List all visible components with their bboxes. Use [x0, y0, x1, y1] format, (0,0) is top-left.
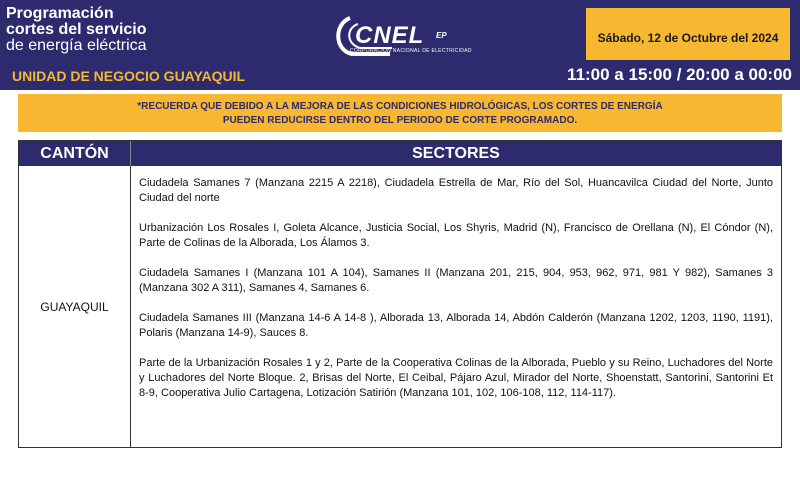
logo-suffix: EP	[436, 31, 447, 40]
notice-line-1: *RECUERDA QUE DEBIDO A LA MEJORA DE LAS CONDICIONES HIDROLÓGICAS, LOS CORTES DE ENERGÍA	[137, 101, 663, 112]
column-divider	[130, 166, 131, 447]
sectores-cell	[139, 176, 773, 416]
canton-cell: GUAYAQUIL	[40, 299, 109, 314]
sector-paragraph: Ciudadela Samanes 7 (Manzana 2215 A 2218), Ciudadela Estrella de Mar, Río del Sol, Huancavilca Ciudad del Norte, Junto Ciudad del norte	[139, 177, 773, 204]
sector-paragraph: Ciudadela Samanes III (Manzana 14-6 A 14-8 ), Alborada 13, Alborada 14, Abdón Calderón (Manzana 1202, 1203, 1190, 1191), Polaris (Manzana 14-9), Sauces 8.	[139, 312, 773, 339]
outage-table	[18, 140, 782, 448]
title-line-3: de energía eléctrica	[6, 37, 147, 54]
sector-paragraph: Parte de la Urbanización Rosales 1 y 2, Parte de la Cooperativa Colinas de la Alborada, Pueblo y su Reino, Luchadores del Norte y Luchadores del Norte Bloque. 2, Brisas del Norte, El Ceibal, Pájaro Azul, Mirador del Norte, Shoenstatt, Santorini, Santorini Et 8-9, Cooperativa Julio Cartagena, Lotización Satirión (Manzana 101, 102, 106-108, 112, 114-117).	[139, 357, 773, 399]
title-line-2: cortes del servicio	[6, 21, 147, 38]
sector-paragraph: Ciudadela Samanes I (Manzana 101 A 104), Samanes II (Manzana 201, 215, 904, 953, 962, 971, 981 Y 982), Samanes 3 (Manzana 302 A 311), Samanes 4, Samanes 6.	[139, 267, 773, 294]
notice-banner	[18, 94, 782, 132]
header-banner	[0, 0, 800, 90]
title-line-1: Programación	[6, 5, 114, 22]
header-sectores: SECTORES	[131, 141, 781, 166]
date-text: Sábado, 12 de Octubre del 2024	[597, 31, 779, 45]
page-title	[6, 6, 147, 54]
sector-paragraph: Urbanización Los Rosales I, Goleta Alcance, Justicia Social, Los Shyris, Madrid (N), Francisco de Orellana (N), El Cóndor (N), Parte de Colinas de la Alborada, Los Álamos 3.	[139, 222, 773, 249]
logo-subtitle: CORPORACIÓN NACIONAL DE ELECTRICIDAD	[350, 48, 472, 54]
logo-wordmark: CNEL	[355, 22, 425, 49]
notice-line-2: PUEDEN REDUCIRSE DENTRO DEL PERIODO DE CORTE PROGRAMADO.	[222, 115, 578, 126]
header-canton: CANTÓN	[19, 141, 131, 166]
date-badge	[586, 8, 790, 60]
business-unit-label: UNIDAD DE NEGOCIO GUAYAQUIL	[12, 68, 246, 84]
schedule-time: 11:00 a 15:00 / 20:00 a 00:00	[567, 65, 792, 84]
